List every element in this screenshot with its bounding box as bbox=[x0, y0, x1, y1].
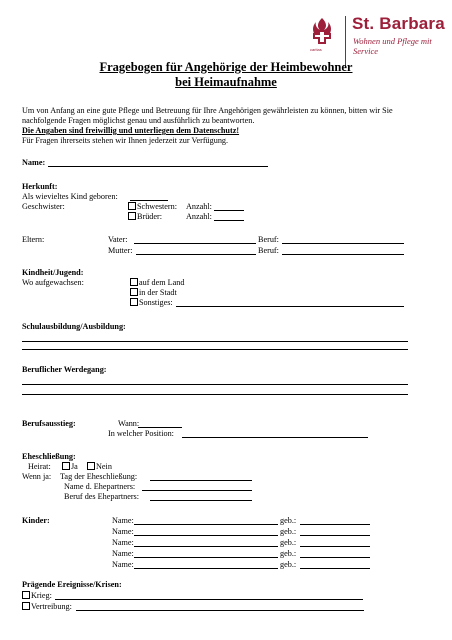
name-field[interactable] bbox=[48, 166, 268, 167]
child-name-label: Name: bbox=[112, 560, 134, 569]
sonstiges-label: Sonstiges: bbox=[139, 298, 173, 307]
intro-text: Um von Anfang an eine gute Pflege und Betreuung für Ihre Angehörigen gewährleisten zu können, bitten wir Sie nachfolgende Fragen möglichst genau und ausführlich zu beantworten. bbox=[22, 106, 393, 125]
werdegang-line-2[interactable] bbox=[22, 394, 408, 395]
section-kindheit: Kindheit/Jugend: bbox=[22, 268, 84, 277]
child-name-label: Name: bbox=[112, 549, 134, 558]
page-title bbox=[0, 60, 452, 90]
partner-job-field[interactable] bbox=[150, 500, 252, 501]
father-job-field[interactable] bbox=[282, 243, 404, 244]
stadt-label: in der Stadt bbox=[139, 288, 177, 297]
child-name-field[interactable] bbox=[134, 524, 278, 525]
sonstiges-checkbox[interactable] bbox=[130, 298, 138, 306]
child-order-field[interactable] bbox=[130, 200, 168, 201]
child-born-field[interactable] bbox=[300, 568, 370, 569]
siblings-label: Geschwister: bbox=[22, 202, 65, 211]
child-born-label: geb.: bbox=[280, 549, 297, 558]
child-order-label: Als wievieltes Kind geboren: bbox=[22, 192, 118, 201]
child-name-field[interactable] bbox=[134, 568, 278, 569]
married-yes bbox=[62, 462, 78, 472]
mother-field[interactable] bbox=[136, 254, 256, 255]
section-werdegang: Beruflicher Werdegang: bbox=[22, 365, 107, 374]
sisters-checkbox[interactable] bbox=[128, 202, 136, 210]
sisters-count-field[interactable] bbox=[214, 210, 244, 211]
caritas-flame-cross-icon bbox=[306, 16, 338, 50]
option-vertreibung bbox=[22, 602, 72, 612]
sonstiges-field[interactable] bbox=[176, 306, 404, 307]
schule-line-2[interactable] bbox=[22, 349, 408, 350]
exit-position-field[interactable] bbox=[182, 437, 368, 438]
krieg-label: Krieg: bbox=[31, 591, 52, 600]
child-name-label: Name: bbox=[112, 516, 134, 525]
brothers-checkbox[interactable] bbox=[128, 212, 136, 220]
child-name-field[interactable] bbox=[134, 546, 278, 547]
child-born-label: geb.: bbox=[280, 560, 297, 569]
schule-line-1[interactable] bbox=[22, 341, 408, 342]
section-ehe: Eheschließung: bbox=[22, 452, 76, 461]
questions-note: Für Fragen ihrerseits stehen wir Ihnen jederzeit zur Verfügung. bbox=[22, 136, 229, 145]
child-name-field[interactable] bbox=[134, 557, 278, 558]
brothers-label: Brüder: bbox=[137, 212, 163, 221]
child-born-field[interactable] bbox=[300, 557, 370, 558]
exit-when-field[interactable] bbox=[138, 427, 182, 428]
father-field[interactable] bbox=[134, 243, 256, 244]
vertreibung-label: Vertreibung: bbox=[31, 602, 72, 611]
section-kinder: Kinder: bbox=[22, 516, 50, 525]
mother-job-label: Beruf: bbox=[258, 246, 279, 255]
land-label: auf dem Land bbox=[139, 278, 185, 287]
option-stadt bbox=[130, 288, 177, 298]
sisters-row bbox=[128, 202, 177, 212]
logo-brand: St. Barbara bbox=[352, 14, 445, 33]
child-born-label: geb.: bbox=[280, 527, 297, 536]
married-yes-checkbox[interactable] bbox=[62, 462, 70, 470]
married-no-checkbox[interactable] bbox=[87, 462, 95, 470]
partner-name-label: Name d. Ehepartners: bbox=[64, 482, 136, 491]
child-born-field[interactable] bbox=[300, 546, 370, 547]
mother-label: Mutter: bbox=[108, 246, 133, 255]
father-label: Vater: bbox=[108, 235, 128, 244]
krieg-checkbox[interactable] bbox=[22, 591, 30, 599]
child-born-field[interactable] bbox=[300, 524, 370, 525]
section-schule: Schulausbildung/Ausbildung: bbox=[22, 322, 126, 331]
father-job-label: Beruf: bbox=[258, 235, 279, 244]
logo-tagline: Wohnen und Pflege mit Service bbox=[353, 36, 432, 56]
page-title-line1: Fragebogen für Angehörige der Heimbewohner bbox=[99, 60, 353, 74]
option-land bbox=[130, 278, 184, 288]
wedding-date-label: Tag der Eheschließung: bbox=[60, 472, 138, 481]
name-label: Name: bbox=[22, 158, 46, 167]
partner-name-field[interactable] bbox=[142, 490, 252, 491]
child-born-label: geb.: bbox=[280, 516, 297, 525]
parents-label: Eltern: bbox=[22, 235, 45, 244]
section-ereignisse: Prägende Ereignisse/Krisen: bbox=[22, 580, 122, 589]
child-born-label: geb.: bbox=[280, 538, 297, 547]
privacy-notice: Die Angaben sind freiwillig und unterliegen dem Datenschutz! bbox=[22, 126, 240, 135]
land-checkbox[interactable] bbox=[130, 278, 138, 286]
caritas-label: caritas bbox=[310, 47, 322, 52]
exit-when-label: Wann: bbox=[118, 419, 140, 428]
exit-position-label: In welcher Position: bbox=[108, 429, 174, 438]
brothers-count-field[interactable] bbox=[214, 220, 244, 221]
option-sonstiges bbox=[130, 298, 173, 308]
married-no-label: Nein bbox=[96, 462, 112, 471]
partner-job-label: Beruf des Ehepartners: bbox=[64, 492, 140, 501]
child-name-label: Name: bbox=[112, 538, 134, 547]
child-name-field[interactable] bbox=[134, 535, 278, 536]
child-born-field[interactable] bbox=[300, 535, 370, 536]
section-ausstieg: Berufsausstieg: bbox=[22, 419, 76, 428]
section-herkunft: Herkunft: bbox=[22, 182, 58, 191]
vertreibung-field[interactable] bbox=[76, 610, 364, 611]
werdegang-line-1[interactable] bbox=[22, 384, 408, 385]
married-label: Heirat: bbox=[28, 462, 51, 471]
krieg-field[interactable] bbox=[55, 599, 363, 600]
child-name-label: Name: bbox=[112, 527, 134, 536]
brothers-row bbox=[128, 212, 162, 222]
grew-up-label: Wo aufgewachsen: bbox=[22, 278, 84, 287]
stadt-checkbox[interactable] bbox=[130, 288, 138, 296]
sisters-count-label: Anzahl: bbox=[186, 202, 212, 211]
if-yes-label: Wenn ja: bbox=[22, 472, 52, 481]
sisters-label: Schwestern: bbox=[137, 202, 178, 211]
intro-paragraph bbox=[22, 106, 432, 146]
page-title-line2: bei Heimaufnahme bbox=[175, 75, 277, 89]
married-yes-label: Ja bbox=[71, 462, 78, 471]
vertreibung-checkbox[interactable] bbox=[22, 602, 30, 610]
married-no bbox=[87, 462, 112, 472]
option-krieg bbox=[22, 591, 52, 601]
mother-job-field[interactable] bbox=[282, 254, 404, 255]
wedding-date-field[interactable] bbox=[150, 480, 252, 481]
brothers-count-label: Anzahl: bbox=[186, 212, 212, 221]
